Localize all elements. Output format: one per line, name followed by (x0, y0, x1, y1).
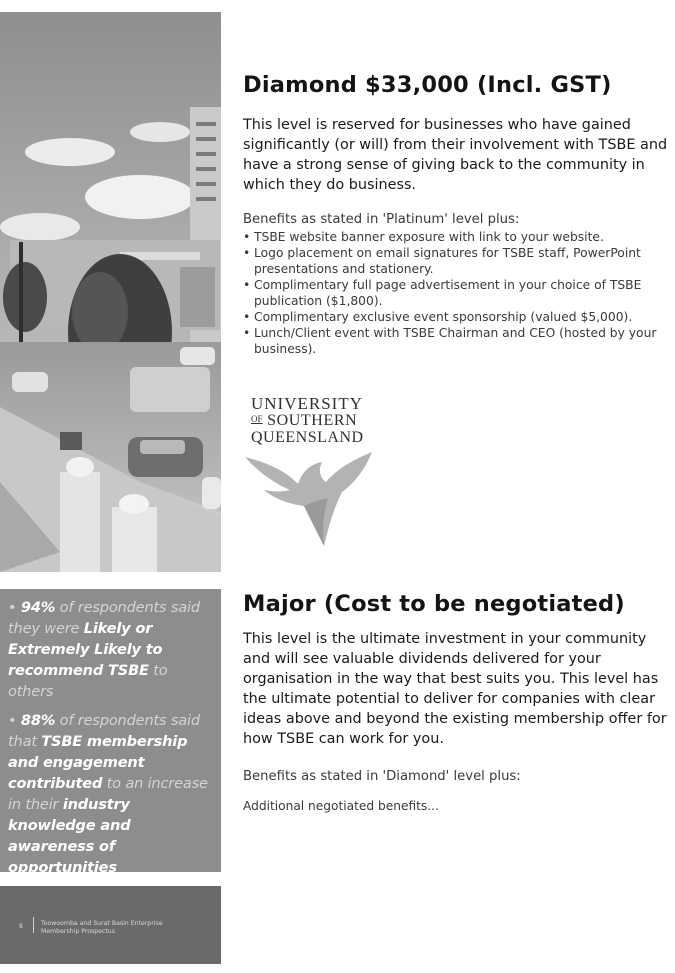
stat-percent: 88% (20, 712, 56, 729)
logo-southern: SOUTHERN (267, 412, 358, 429)
page-footer (0, 886, 221, 964)
logo-line-southern (251, 412, 357, 430)
diamond-intro: This level is reserved for businesses who have gained significantly (or will) from their involvement with TSBE and have a strong sense of giving back to the community in which they do business. (243, 117, 668, 193)
footer-line1: Toowoomba and Surat Basin Enterprise (41, 920, 163, 927)
footer-text (41, 920, 163, 936)
street-photo (0, 12, 221, 572)
footer-line2: Membership Prospectus (41, 928, 115, 935)
logo-line-university: UNIVERSITY (251, 394, 363, 413)
list-item: • Complimentary exclusive event sponsorship (valued $5,000). (243, 309, 668, 325)
stat-highlight: industry knowledge and awareness of opportunities (8, 796, 131, 876)
stat-text: to an increase in their (8, 775, 208, 813)
stat-percent: 94% (20, 599, 56, 616)
logo-of: OF (251, 414, 263, 424)
major-intro: This level is the ultimate investment in your community and will see valuable dividends delivered for your organisation in the way that best suits you. This level has the ultimate potential to deliver for companies with clear ideas above and beyond the existing membership offer for how TSBE can work for you. (243, 631, 667, 747)
usq-logo (240, 394, 380, 549)
phoenix-icon (240, 442, 380, 552)
page-number: 8 (19, 923, 23, 930)
stat-text: to others (8, 662, 168, 700)
stat-highlight: TSBE membership and engagement contributed (8, 733, 188, 792)
major-title: Major (Cost to be negotiated) (243, 591, 625, 617)
diamond-section (243, 72, 668, 357)
diamond-benefits-heading: Benefits as stated in 'Platinum' level plus: (243, 212, 520, 227)
bullet: • (8, 599, 17, 616)
logo-line-queensland: QUEENSLAND (251, 429, 364, 446)
diamond-title: Diamond $33,000 (Incl. GST) (243, 72, 612, 98)
major-additional: Additional negotiated benefits... (243, 799, 439, 813)
street-photo-image (0, 12, 221, 572)
list-item: • Lunch/Client event with TSBE Chairman and CEO (hosted by your business). (243, 325, 668, 357)
list-item: • TSBE website banner exposure with link to your website. (243, 229, 668, 245)
stats-box (0, 589, 221, 876)
major-section (243, 591, 668, 814)
stat-text: of respondents said they were (8, 599, 200, 637)
stat-highlight: Likely or Extremely Likely to recommend TSBE (8, 620, 163, 679)
bullet: • (8, 712, 17, 729)
stat-text: of respondents said that (8, 712, 200, 750)
footer-divider (33, 917, 34, 933)
diamond-benefits-list (243, 229, 668, 357)
list-item: • Logo placement on email signatures for TSBE staff, PowerPoint presentations and stationery. (243, 245, 668, 277)
major-benefits-heading: Benefits as stated in 'Diamond' level plus: (243, 769, 521, 784)
stat-engagement (8, 710, 217, 878)
list-item: • Complimentary full page advertisement in your choice of TSBE publication ($1,800). (243, 277, 668, 309)
stat-recommend (8, 597, 217, 702)
